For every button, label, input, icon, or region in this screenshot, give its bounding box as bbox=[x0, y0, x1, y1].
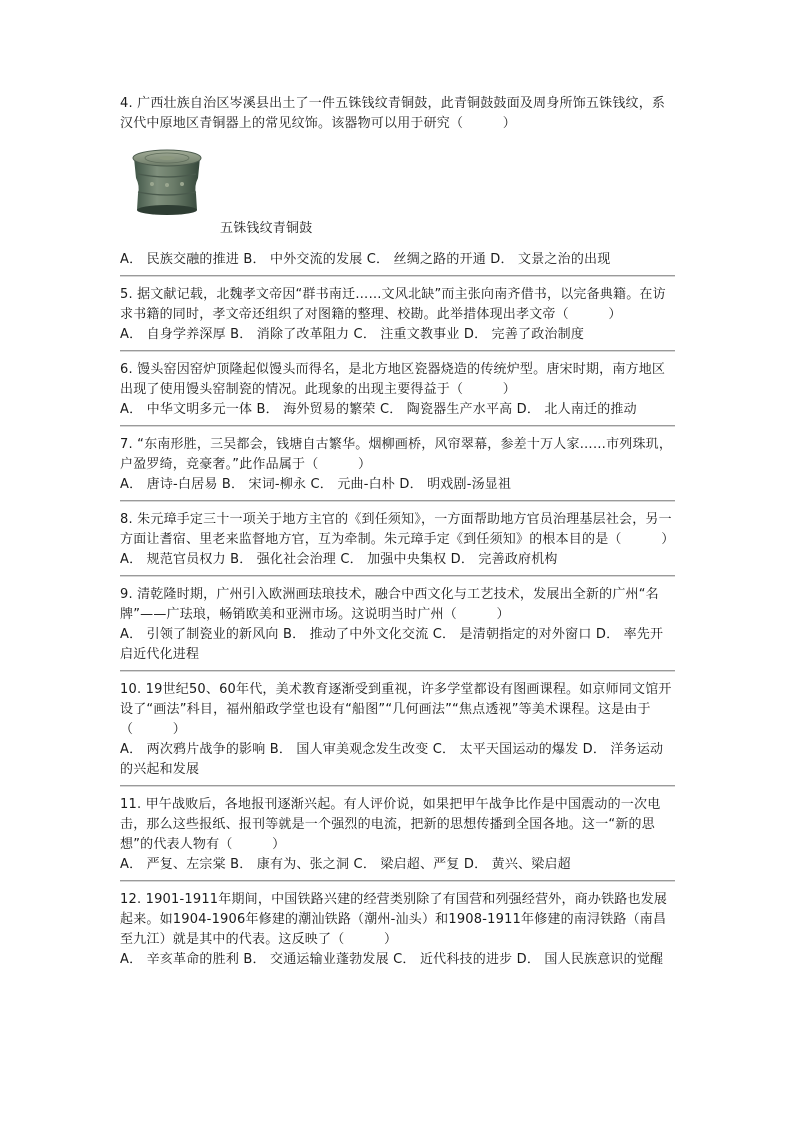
question-stem: 5. 据文献记载，北魏孝文帝因“群书南迁……文风北缺”而主张向南齐借书，以完备典籍。在访求书籍的同时，孝文帝还组织了对图籍的整理、校勘。此举措体现出孝文帝（ ） bbox=[120, 287, 666, 322]
question-stem: 6. 馒头窑因窑炉顶隆起似馒头而得名，是北方地区瓷器烧造的传统炉型。唐宋时期，南方地区出现了使用馒头窑制瓷的情况。此现象的出现主要得益于（ ） bbox=[120, 362, 666, 397]
exam-page bbox=[120, 94, 675, 970]
question-divider bbox=[120, 350, 675, 352]
question-divider bbox=[120, 500, 675, 502]
answer-options: A． 中华文明多元一体 B． 海外贸易的繁荣 C． 陶瓷器生产水平高 D． 北人南迁的推动 bbox=[120, 402, 637, 417]
answer-options: A． 两次鸦片战争的影响 B． 国人审美观念发生改变 C． 太平天国运动的爆发 D． 洋务运动的兴起和发展 bbox=[120, 742, 664, 777]
answer-options: A． 民族交融的推进 B． 中外交流的发展 C． 丝绸之路的开通 D． 文景之治的出现 bbox=[120, 252, 611, 267]
question-divider bbox=[120, 670, 675, 672]
question-stem: 7. “东南形胜，三吴都会，钱塘自古繁华。烟柳画桥，风帘翠幕，参差十万人家……市列珠玑，户盈罗绮，竞豪奢。”此作品属于（ ） bbox=[120, 437, 673, 472]
question-9 bbox=[120, 585, 675, 665]
question-stem: 12. 1901-1911年期间，中国铁路兴建的经营类别除了有国营和列强经营外，商办铁路也发展起来。如1904-1906年修建的潮汕铁路（潮州-汕头）和1908-1911年修建的南浔铁路（南昌至九江）就是其中的代表。这反映了（ ） bbox=[120, 892, 668, 947]
answer-options: A． 严复、左宗棠 B． 康有为、张之洞 C． 梁启超、严复 D． 黄兴、梁启超 bbox=[120, 857, 571, 872]
answer-options: A． 唐诗-白居易 B． 宋词-柳永 C． 元曲-白朴 D． 明戏剧-汤显祖 bbox=[120, 477, 512, 492]
question-divider bbox=[120, 425, 675, 427]
answer-options: A． 规范官员权力 B． 强化社会治理 C． 加强中央集权 D． 完善政府机构 bbox=[120, 552, 558, 567]
question-divider bbox=[120, 880, 675, 882]
answer-options: A． 引领了制瓷业的新风向 B． 推动了中外文化交流 C． 是清朝指定的对外窗口 D． 率先开启近代化进程 bbox=[120, 627, 664, 662]
question-stem: 8. 朱元璋手定三十一项关于地方主官的《到任须知》，一方面帮助地方官员治理基层社会，另一方面让耆宿、里老来监督地方官，互为牵制。朱元璋手定《到任须知》的根本目的是（ ） bbox=[120, 512, 675, 547]
question-11 bbox=[120, 795, 675, 875]
answer-options: A． 自身学养深厚 B． 消除了改革阻力 C． 注重文教事业 D． 完善了政治制度 bbox=[120, 327, 585, 342]
question-4 bbox=[120, 94, 675, 270]
question-stem: 9. 清乾隆时期，广州引入欧洲画珐琅技术，融合中西文化与工艺技术，发展出全新的广州“名牌”——广珐琅，畅销欧美和亚洲市场。这说明当时广州（ ） bbox=[120, 587, 659, 622]
image-caption: 五铢钱纹青铜鼓 bbox=[220, 221, 313, 236]
question-divider bbox=[120, 275, 675, 277]
question-7 bbox=[120, 435, 675, 495]
question-stem: 10. 19世纪50、60年代，美术教育逐渐受到重视，许多学堂都设有图画课程。如京师同文馆开设了“画法”科目，福州船政学堂也设有“船图”“几何画法”“焦点透视”等美术课程。这是由于（ ） bbox=[120, 682, 672, 737]
question-5 bbox=[120, 285, 675, 345]
bronze-drum-image bbox=[128, 144, 206, 220]
question-10 bbox=[120, 680, 675, 780]
question-figure bbox=[128, 144, 675, 242]
question-stem: 4. 广西壮族自治区岑溪县出土了一件五铢钱纹青铜鼓，此青铜鼓鼓面及周身所饰五铢钱纹，系汉代中原地区青铜器上的常见纹饰。该器物可以用于研究（ ） bbox=[120, 96, 666, 131]
question-divider bbox=[120, 575, 675, 577]
question-6 bbox=[120, 360, 675, 420]
question-12 bbox=[120, 890, 675, 970]
question-divider bbox=[120, 785, 675, 787]
question-8 bbox=[120, 510, 675, 570]
question-stem: 11. 甲午战败后，各地报刊逐渐兴起。有人评价说，如果把甲午战争比作是中国震动的一次电击，那么这些报纸、报刊等就是一个强烈的电流，把新的思想传播到全国各地。这一“新的思想”的代表人物有（ ） bbox=[120, 797, 661, 852]
answer-options: A． 辛亥革命的胜利 B． 交通运输业蓬勃发展 C． 近代科技的进步 D． 国人民族意识的觉醒 bbox=[120, 952, 664, 967]
